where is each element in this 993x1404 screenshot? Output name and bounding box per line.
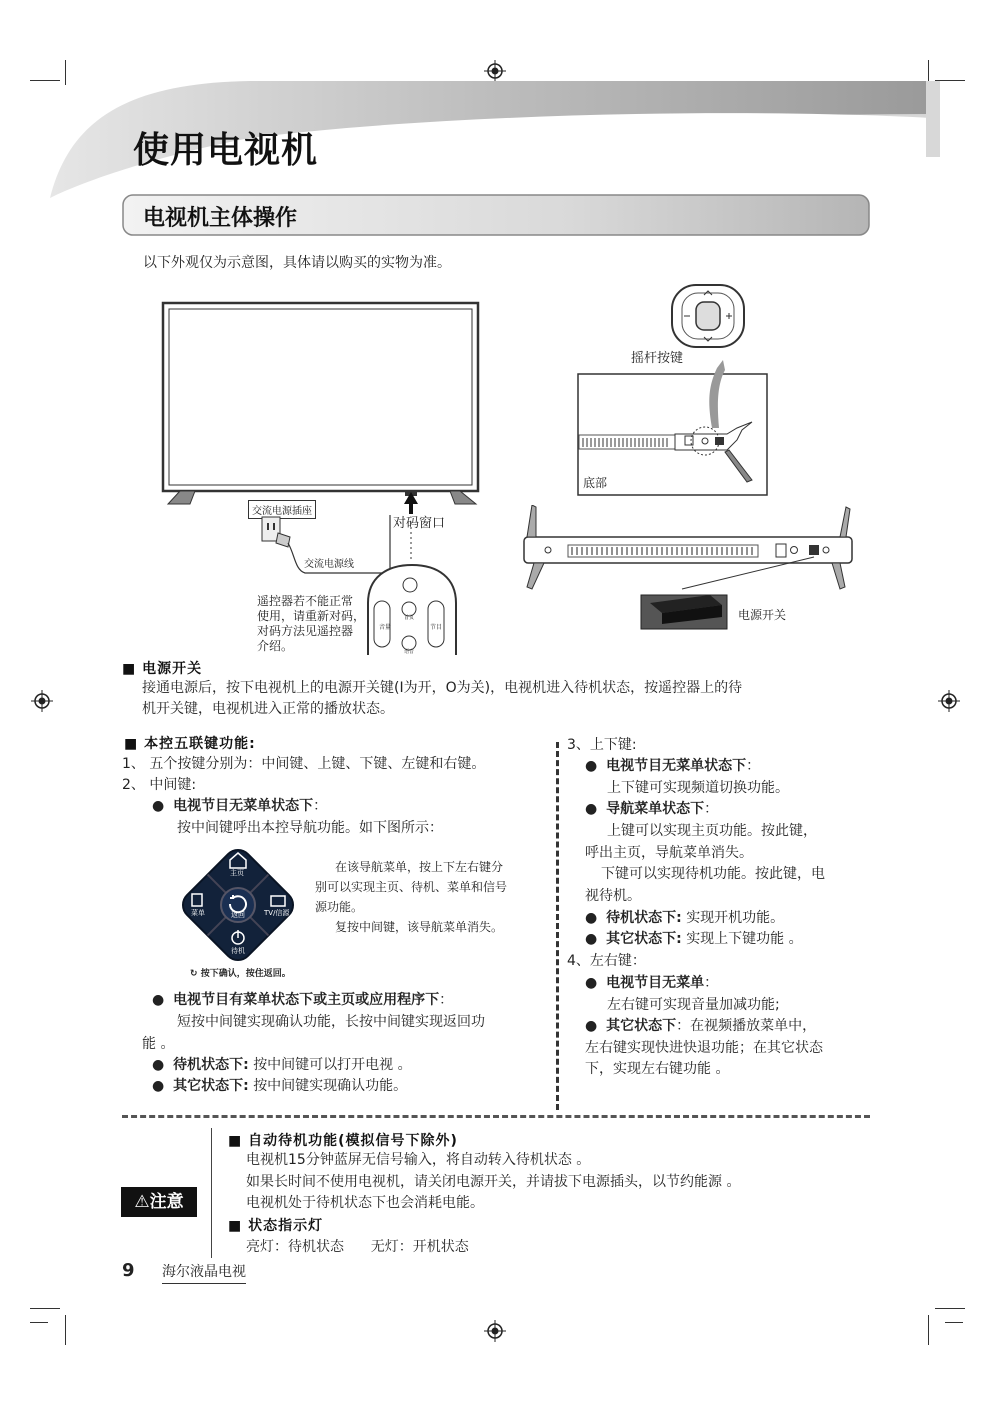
remote-vol-label: 音量 — [379, 624, 392, 631]
leftright-heading: 4、左右键： — [567, 953, 646, 969]
nav-home-label: 主页 — [230, 869, 244, 877]
page-title: 使用电视机 — [133, 130, 319, 171]
footer-brand: 海尔液晶电视 — [162, 1261, 246, 1284]
bullet-item: ● 其它状态下：在视频播放菜单中， — [585, 1018, 817, 1034]
crop-mark — [935, 1308, 965, 1309]
bullet-text: 左右键实现快进快退功能；在其它状态 — [585, 1040, 823, 1056]
remote-ch-label: 节目 — [430, 624, 443, 631]
crop-mark — [928, 1315, 929, 1345]
joystick-button-illustration — [670, 283, 746, 349]
nav-description: 在该导航菜单，按上下左右键分 别可以实现主页、待机、菜单和信号 源功能。 复按中间键，该导航菜单消失。 — [315, 860, 508, 934]
registration-mark-icon — [484, 1320, 506, 1342]
bullet-text: 按中间键呼出本控导航功能。如下图所示： — [177, 820, 443, 836]
five-key-heading: ■ 本控五联键功能: — [124, 736, 256, 752]
nav-tv-label: TV/信源 — [264, 909, 290, 917]
note-text: 电视机处于待机状态下也会消耗电能。 — [246, 1195, 484, 1211]
five-key-line2: 2、 中间键: — [122, 777, 197, 793]
bullet-text: 下，实现左右键功能 。 — [585, 1061, 730, 1077]
bullet-item: ● 电视节目无菜单状态下： — [152, 798, 328, 814]
bullet-item: ● 电视节目有菜单状态下或主页或应用程序下： — [152, 992, 454, 1008]
remote-home-label: 首页 — [404, 615, 415, 621]
bullet-text: 能 。 — [142, 1036, 175, 1052]
page-number: 9 — [122, 1260, 135, 1281]
indicator-text: 亮灯：待机状态 无灯：开机状态 — [246, 1239, 469, 1255]
updown-heading: 3、上下键: — [567, 737, 637, 753]
power-switch-illustration — [640, 591, 730, 631]
nav-menu-label: 菜单 — [191, 909, 205, 917]
warning-icon: ⚠ — [134, 1192, 150, 1212]
note-text: 电视机15分钟蓝屏无信号输入，将自动转入待机状态 。 — [246, 1152, 591, 1168]
registration-mark-icon — [31, 690, 53, 712]
bullet-item: ● 待机状态下: 按中间键可以打开电视 。 — [152, 1057, 412, 1073]
remote-note: 遥控器若不能正常 使用，请重新对码， 对码方法见遥控器 介绍。 — [257, 594, 366, 653]
crop-mark — [65, 1315, 66, 1345]
section-title: 电视机主体操作 — [143, 206, 298, 231]
auto-standby-heading: ■ 自动待机功能(模拟信号下除外) — [228, 1133, 458, 1149]
remote-control-illustration — [366, 563, 458, 655]
registration-mark-icon — [938, 690, 960, 712]
note-text: 如果长时间不使用电视机，请关闭电源开关，并请拔下电源插头，以节约能源 。 — [246, 1174, 741, 1190]
bullet-item: ● 电视节目无菜单： — [585, 975, 719, 991]
tv-front-illustration — [160, 300, 485, 510]
bullet-text: 上下键可实现频道切换功能。 — [607, 780, 789, 796]
crop-mark — [30, 1308, 60, 1309]
bullet-text: 呼出主页，导航菜单消失。 — [585, 845, 753, 861]
bullet-item: ● 其它状态下: 实现上下键功能 。 — [585, 931, 803, 947]
bullet-item: ● 其它状态下: 按中间键实现确认功能。 — [152, 1078, 408, 1094]
nav-hint: ↻ 按下确认，按住返回。 — [190, 969, 291, 979]
crop-mark — [945, 1322, 963, 1323]
joystick-label: 摇杆按键 — [631, 351, 684, 366]
indicator-heading: ■ 状态指示灯 — [228, 1218, 324, 1234]
bullet-text: 上键可以实现主页功能。按此键， — [607, 823, 817, 839]
ac-socket-label: 交流电源插座 — [248, 500, 316, 519]
nav-standby-label: 待机 — [231, 947, 245, 955]
bullet-item: ● 导航菜单状态下： — [585, 801, 719, 817]
bullet-item: ● 待机状态下: 实现开机功能。 — [585, 910, 785, 926]
pair-window-label: 对码窗口 — [393, 516, 446, 531]
power-switch-label: 电源开关 — [738, 608, 787, 622]
power-heading: ■ 电源开关 — [122, 661, 203, 677]
intro-text: 以下外观仅为示意图，具体请以购买的实物为准。 — [143, 255, 451, 271]
bullet-item: ● 电视节目无菜单状态下： — [585, 758, 761, 774]
bullet-text: 短按中间键实现确认功能，长按中间键实现返回功 — [177, 1014, 485, 1030]
five-key-line1: 1、 五个按键分别为：中间键、上键、下键、左键和右键。 — [122, 756, 486, 772]
bullet-text: 左右键可实现音量加减功能; — [607, 997, 780, 1013]
remote-mic-label: 语音 — [404, 649, 415, 655]
power-text: 接通电源后，按下电视机上的电源开关键(I为开，O为关)，电视机进入待机状态，按遥控器上的待 机开关键，电视机进入正常的播放状态。 — [142, 680, 743, 717]
crop-mark — [30, 1322, 48, 1323]
tv-bottom-illustration — [522, 505, 855, 595]
bottom-view-label: 底部 — [583, 476, 608, 490]
section-divider — [122, 1115, 870, 1118]
note-vertical-line — [211, 1128, 212, 1258]
ac-cord-label: 交流电源线 — [304, 559, 354, 570]
bullet-text: 下键可以实现待机功能。按此键，电 — [601, 866, 825, 882]
caution-badge: ⚠注意 — [121, 1187, 197, 1217]
bullet-text: 视待机。 — [585, 888, 641, 904]
nav-back-label: 返回 — [231, 911, 245, 919]
column-divider — [556, 742, 559, 1110]
